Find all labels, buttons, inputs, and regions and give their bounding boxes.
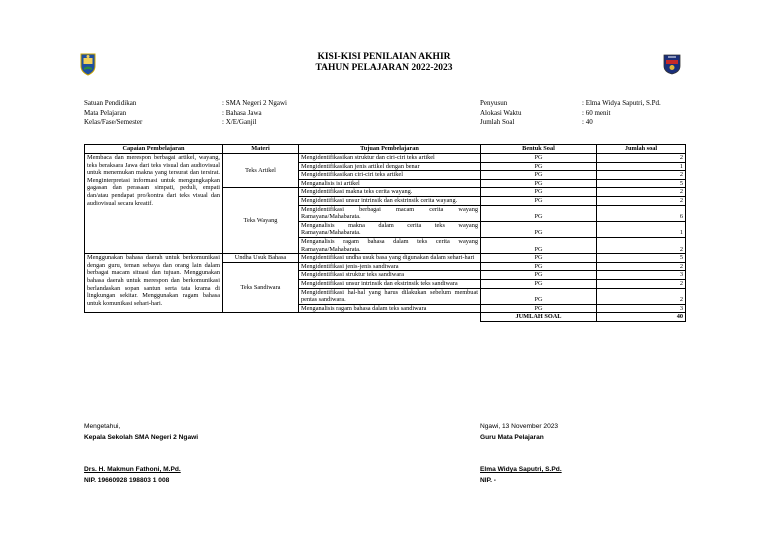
bentuk-cell: PG [481, 221, 597, 237]
meta-label: Jumlah Soal [480, 118, 515, 127]
jumlah-cell: 1 [597, 162, 686, 171]
title-line-1: KISI-KISI PENILAIAN AKHIR [317, 52, 451, 62]
jumlah-cell: 5 [597, 254, 686, 263]
tujuan-cell: Mengidentifikasi hal-hal yang harus dilakukan sebelum membuat pentas sandiwara. [299, 288, 481, 304]
jumlah-cell: 2 [597, 279, 686, 288]
jumlah-cell: 2 [597, 171, 686, 180]
jumlah-cell: 2 [597, 237, 686, 253]
bentuk-cell: PG [481, 205, 597, 221]
jumlah-cell: 2 [597, 288, 686, 304]
bentuk-cell: PG [481, 162, 597, 171]
jumlah-cell: 2 [597, 188, 686, 197]
tujuan-cell: Menganalisis ragam bahasa dalam teks cerita wayang Ramayana/Mahabarata. [299, 237, 481, 253]
bentuk-cell: PG [481, 171, 597, 180]
tujuan-cell: Menganalisis ragam bahasa dalam teks sandiwara [299, 304, 481, 313]
materi-cell: Teks Artikel [223, 154, 299, 188]
document-title [0, 52, 768, 74]
meta-label: Satuan Pendidikan [84, 99, 137, 107]
tujuan-cell: Mengidentifikasi undha usuk basa yang digunakan dalam sehari-hari [299, 254, 481, 263]
header-jumlah: Jumlah soal [597, 145, 686, 154]
meta-value: : 40 [582, 118, 593, 127]
meta-value: : Bahasa Jawa [222, 108, 262, 117]
bentuk-cell: PG [481, 262, 597, 271]
bentuk-cell: PG [481, 271, 597, 280]
header-tujuan: Tujuan Pembelajaran [299, 145, 481, 154]
meta-label: Mata Pelajaran [84, 108, 127, 117]
tujuan-cell: Mengidentifikasi jenis-jenis sandiwara [299, 262, 481, 271]
kisi-kisi-table [84, 144, 686, 322]
tujuan-cell: Mengidentifikasi berbagai macam cerita wayang Ramayana/Mahabarata. [299, 205, 481, 221]
title-line-2: TAHUN PELAJARAN 2022-2023 [315, 63, 453, 73]
bentuk-cell: PG [481, 237, 597, 253]
meta-left-values [222, 99, 287, 128]
meta-right-values [582, 99, 661, 128]
jumlah-cell: 3 [597, 304, 686, 313]
sig-left-nip: NIP. 19660928 198803 1 008 [84, 476, 170, 484]
meta-label: Penyusun [480, 99, 508, 107]
tujuan-cell: Mengidentifikasi makna teks cerita wayang. [299, 188, 481, 197]
sig-right-name: Elma Widya Saputri, S.Pd. [480, 466, 562, 473]
total-row [85, 313, 686, 322]
materi-cell: Undha Usuk Bahasa [223, 254, 299, 263]
sig-left-line1: Mengetahui, [84, 423, 121, 430]
tujuan-cell: Mengidentifikasi unsur intrinsik dan ekstrinsik cerita wayang. [299, 196, 481, 205]
total-label: JUMLAH SOAL [481, 313, 597, 322]
header-materi: Materi [223, 145, 299, 154]
sig-left-line2: Kepala Sekolah SMA Negeri 2 Ngawi [84, 433, 199, 441]
signature-right [480, 422, 562, 486]
total-value: 40 [597, 313, 686, 322]
bentuk-cell: PG [481, 254, 597, 263]
jumlah-cell: 6 [597, 205, 686, 221]
bentuk-cell: PG [481, 188, 597, 197]
tujuan-cell: Mengidentifikasi unsur intrinsik dan ekstrinsik teks sandiwara [299, 279, 481, 288]
jumlah-cell: 2 [597, 154, 686, 163]
tujuan-cell: Mengidentifikasikan ciri-ciri teks artikel [299, 171, 481, 180]
bentuk-cell: PG [481, 288, 597, 304]
tujuan-cell: Mengidentifikasikan struktur dan ciri-ciri teks artikel [299, 154, 481, 163]
jumlah-cell: 2 [597, 262, 686, 271]
materi-cell: Teks Sandiwara [223, 262, 299, 313]
sig-right-line1: Ngawi, 13 November 2023 [480, 423, 559, 430]
bentuk-cell: PG [481, 279, 597, 288]
bentuk-cell: PG [481, 179, 597, 188]
capaian-cell: Menggunakan bahasa daerah untuk berkomunikasi dengan guru, teman sebaya dan orang lain dalam berbagai macam situasi dan tujuan. Menggunakan bahasa daerah untuk merespon dan berkomunikasi berlandaskan sopan santun serta tata krama di lingkungan sekitar. Menggunakan ragam bahasa untuk komunikasi sehari-hari. [85, 254, 223, 313]
meta-value: : Elma Widya Saputri, S.Pd. [582, 99, 661, 107]
table-header-row [85, 145, 686, 154]
tujuan-cell: Mengidentifikasikan jenis artikel dengan benar [299, 162, 481, 171]
meta-label: Kelas/Fase/Semester [84, 118, 143, 127]
jumlah-cell: 3 [597, 271, 686, 280]
jumlah-cell: 5 [597, 179, 686, 188]
bentuk-cell: PG [481, 196, 597, 205]
meta-value: : SMA Negeri 2 Ngawi [222, 99, 287, 107]
tujuan-cell: Menganalisis makna dalam cerita teks wayang Ramayana/Mahabarata. [299, 221, 481, 237]
materi-cell: Teks Wayang [223, 188, 299, 254]
tujuan-cell: Menganalisis isi artikel [299, 179, 481, 188]
meta-left-labels [84, 99, 142, 128]
sig-right-line2: Guru Mata Pelajaran [480, 433, 544, 441]
capaian-cell: Membaca dan merespon berbagai artikel, wayang, teks beraksara Jawa dari teks visual dan audiovisual untuk menemukan makna yang tersurat dan tersirat. Menginterpretasi informasi untuk mengungkapkan gagasan dan perasaan simpati, peduli, empati dan/atau pendapat pro/kontra dari teks visual dan audiovisual secara kreatif. [85, 154, 223, 254]
meta-label: Alokasi Waktu [480, 108, 522, 117]
table-row [85, 254, 686, 263]
header-capaian: Capaian Pembelajaran [85, 145, 223, 154]
jumlah-cell: 1 [597, 221, 686, 237]
jumlah-cell: 2 [597, 196, 686, 205]
sig-left-name: Drs. H. Makmun Fathoni, M.Pd. [84, 466, 181, 473]
header-bentuk: Bentuk Soal [481, 145, 597, 154]
meta-right-labels [480, 99, 522, 128]
meta-value: : 60 menit [582, 108, 611, 117]
signature-left [84, 422, 198, 486]
table-row [85, 154, 686, 163]
sig-right-nip: NIP. - [480, 476, 497, 484]
bentuk-cell: PG [481, 304, 597, 313]
bentuk-cell: PG [481, 154, 597, 163]
tujuan-cell: Mengidentifikasi struktur teks sandiwara [299, 271, 481, 280]
meta-value: : X/E/Ganjil [222, 118, 257, 127]
